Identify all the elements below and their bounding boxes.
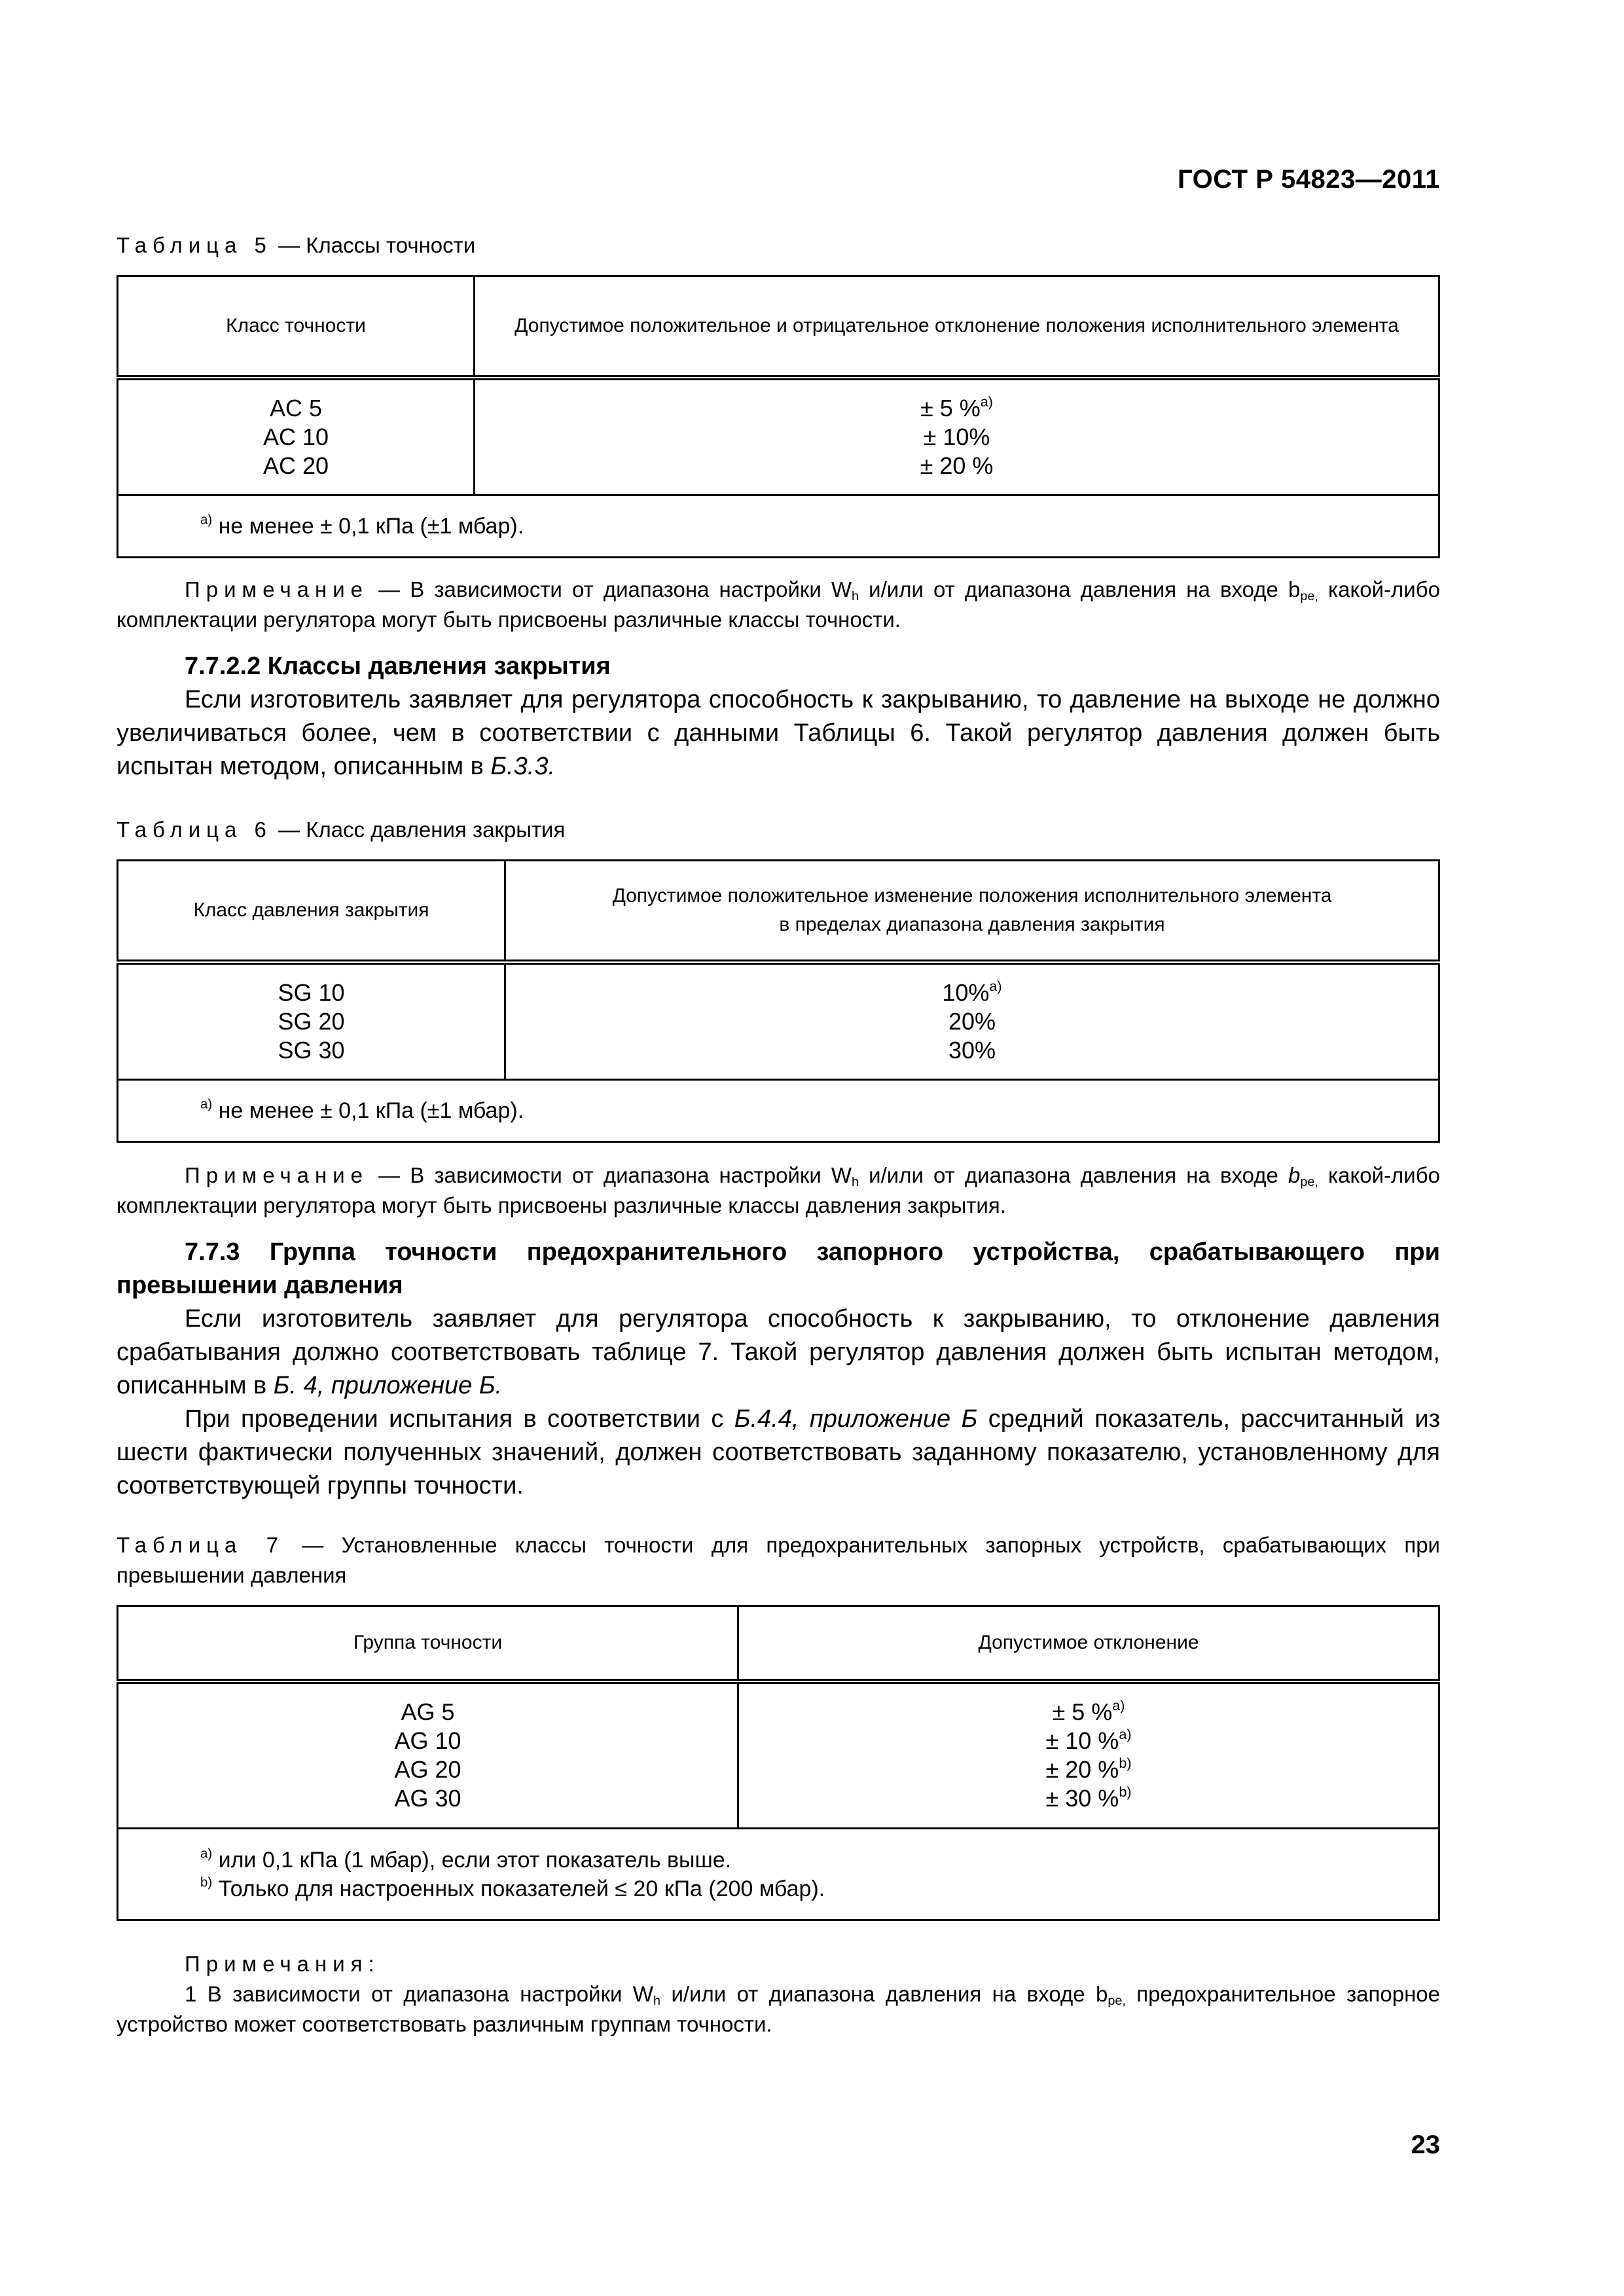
table6 xyxy=(117,859,1440,1143)
table6-col-change: Допустимое положительное изменение положения исполнительного элемента в пределах диапазона давления закрытия xyxy=(505,861,1439,962)
footnote-ref: a) xyxy=(980,393,993,410)
table-cell: AC 20 xyxy=(262,452,329,479)
table7 xyxy=(117,1605,1440,1921)
table5-classes xyxy=(118,378,475,495)
section-body: Если изготовитель заявляет для регулятора способность к закрыванию, то давление на выходе не должно увеличиваться более, чем в соответствии с данными Таблицы 6. Такой регулятор давления должен быть испытан методом, описанным в Б.3.3. xyxy=(117,686,1440,780)
table-cell: 30% xyxy=(948,1036,996,1064)
table7-values xyxy=(738,1681,1439,1829)
footnote-b: $^{b)}$ Только для настроенных показателей ≤ 20 кПа (200 мбар). xyxy=(200,1875,825,1901)
footnote-a: $^{a)}$ или 0,1 кПа (1 мбар), если этот показатель выше. xyxy=(200,1846,732,1873)
document-standard-id: ГОСТ Р 54823—2011 xyxy=(1178,165,1440,194)
table-cell: ± 5 %$^{a)}$ xyxy=(920,393,993,422)
cross-reference: Б.3.3. xyxy=(490,753,556,780)
section-heading: 7.7.2.2 Классы давления закрытия xyxy=(185,653,611,680)
table-cell: ± 30 %$^{b)}$ xyxy=(1045,1784,1132,1812)
table6-caption-title: — Класс давления закрытия xyxy=(278,817,566,842)
table5-caption-label: Таблица 5 xyxy=(117,233,272,257)
table5-note: Примечание — В зависимости от диапазона настройки $W_h$ и/или от диапазона давления на входе $b_{pe,}$ какой-либо комплектации регулятора могут быть присвоены различные классы точности. xyxy=(117,577,1440,632)
note-label: Примечание xyxy=(185,577,369,601)
table-cell: 20% xyxy=(948,1007,996,1035)
table7-data-row xyxy=(118,1681,1439,1829)
table-cell: AG 10 xyxy=(394,1727,461,1755)
table5-footnote-row xyxy=(118,495,1439,558)
table7-caption xyxy=(117,1530,1440,1590)
table-cell: SG 30 xyxy=(278,1036,345,1064)
table-cell: ± 20 % xyxy=(920,452,994,479)
table-cell: AG 20 xyxy=(394,1756,461,1784)
table6-note: Примечание — В зависимости от диапазона настройки $W_h$ и/или от диапазона давления на входе $b_{pe,}$ какой-либо комплектации регулятора могут быть присвоены различные классы давления закрытия. xyxy=(117,1163,1440,1217)
table5-col-class: Класс точности xyxy=(118,276,475,378)
table6-data-row xyxy=(118,962,1439,1080)
section-heading: 7.7.3 Группа точности предохранительного запорного устройства, срабатывающего при превышении давления xyxy=(117,1238,1440,1299)
table7-footnote-row xyxy=(118,1829,1439,1920)
table-cell: 10%$^{a)}$ xyxy=(942,977,1002,1006)
section-paragraph-1: Если изготовитель заявляет для регулятора способность к закрыванию, то отклонение давления срабатывания должно соответствовать таблице 7. Такой регулятор давления должен быть испытан методом, описанным в Б. 4, приложение Б. xyxy=(117,1305,1440,1399)
table5-values xyxy=(475,378,1439,495)
table6-header-row xyxy=(118,861,1439,962)
section-7722 xyxy=(117,650,1440,783)
table7-caption-label: Таблица 7 xyxy=(117,1533,285,1557)
table-cell: ± 5 %$^{a)}$ xyxy=(1052,1697,1125,1726)
table6-footnote: $^{a)}$ не менее ± 0,1 кПа (±1 мбар). xyxy=(118,1080,1439,1142)
table7-col-group: Группа точности xyxy=(118,1606,738,1681)
section-paragraph-2: При проведении испытания в соответствии с Б.4.4, приложение Б средний показатель, рассчитанный из шести фактически полученных значений, должен соответствовать заданному показателю, установленному для соответствующей группы точности. xyxy=(117,1405,1441,1499)
table6-caption-label: Таблица 6 xyxy=(117,817,272,842)
table7-header-row xyxy=(118,1606,1439,1681)
table5-footnote: $^{a)}$ не менее ± 0,1 кПа (±1 мбар). xyxy=(118,495,1439,558)
table-cell: ± 20 %$^{b)}$ xyxy=(1045,1755,1132,1784)
footnote-ref: a) xyxy=(989,977,1002,994)
table-cell: SG 20 xyxy=(278,1007,345,1035)
table-cell: AG 30 xyxy=(394,1785,461,1812)
table-cell: AC 5 xyxy=(269,394,323,422)
table-cell: ± 10% xyxy=(923,423,990,450)
table5-col-deviation: Допустимое положительное и отрицательное отклонение положения исполнительного элемента xyxy=(475,276,1439,378)
cross-reference: Б.4.4, приложение Б xyxy=(734,1405,978,1433)
cross-reference: Б. 4, приложение Б. xyxy=(273,1372,503,1399)
table6-col-class: Класс давления закрытия xyxy=(118,861,505,962)
table7-caption-title: — Установленные классы точности для предохранительных запорных устройств, срабатывающих при превышении давления xyxy=(117,1533,1440,1587)
table5-header-row xyxy=(118,276,1439,378)
notes-label: Примечания: xyxy=(185,1952,380,1976)
note-label: Примечание xyxy=(185,1163,369,1187)
note-item-1: 1 В зависимости от диапазона настройки $W_h$ и/или от диапазона давления на входе $b_{pe,}$ предохранительное запорное устройство может соответствовать различным группам точности. xyxy=(117,1982,1440,2036)
table6-classes xyxy=(118,962,505,1080)
section-773 xyxy=(117,1236,1440,1503)
table6-caption xyxy=(117,815,1440,845)
table7-groups xyxy=(118,1681,738,1829)
table5 xyxy=(117,275,1440,558)
table-cell: AG 5 xyxy=(401,1698,455,1726)
table6-footnote-row xyxy=(118,1080,1439,1142)
table5-data-row xyxy=(118,378,1439,495)
table6-values xyxy=(505,962,1439,1080)
table7-notes xyxy=(117,1949,1440,2039)
page-number: 23 xyxy=(1411,2130,1440,2159)
table-cell: ± 10 %$^{a)}$ xyxy=(1045,1726,1132,1755)
table5-caption-title: — Классы точности xyxy=(278,233,476,257)
table-cell: AC 10 xyxy=(262,423,329,450)
table7-footnotes xyxy=(118,1829,1439,1920)
table7-col-deviation: Допустимое отклонение xyxy=(738,1606,1439,1681)
table-cell: SG 10 xyxy=(278,978,345,1006)
table5-caption xyxy=(117,230,1440,260)
